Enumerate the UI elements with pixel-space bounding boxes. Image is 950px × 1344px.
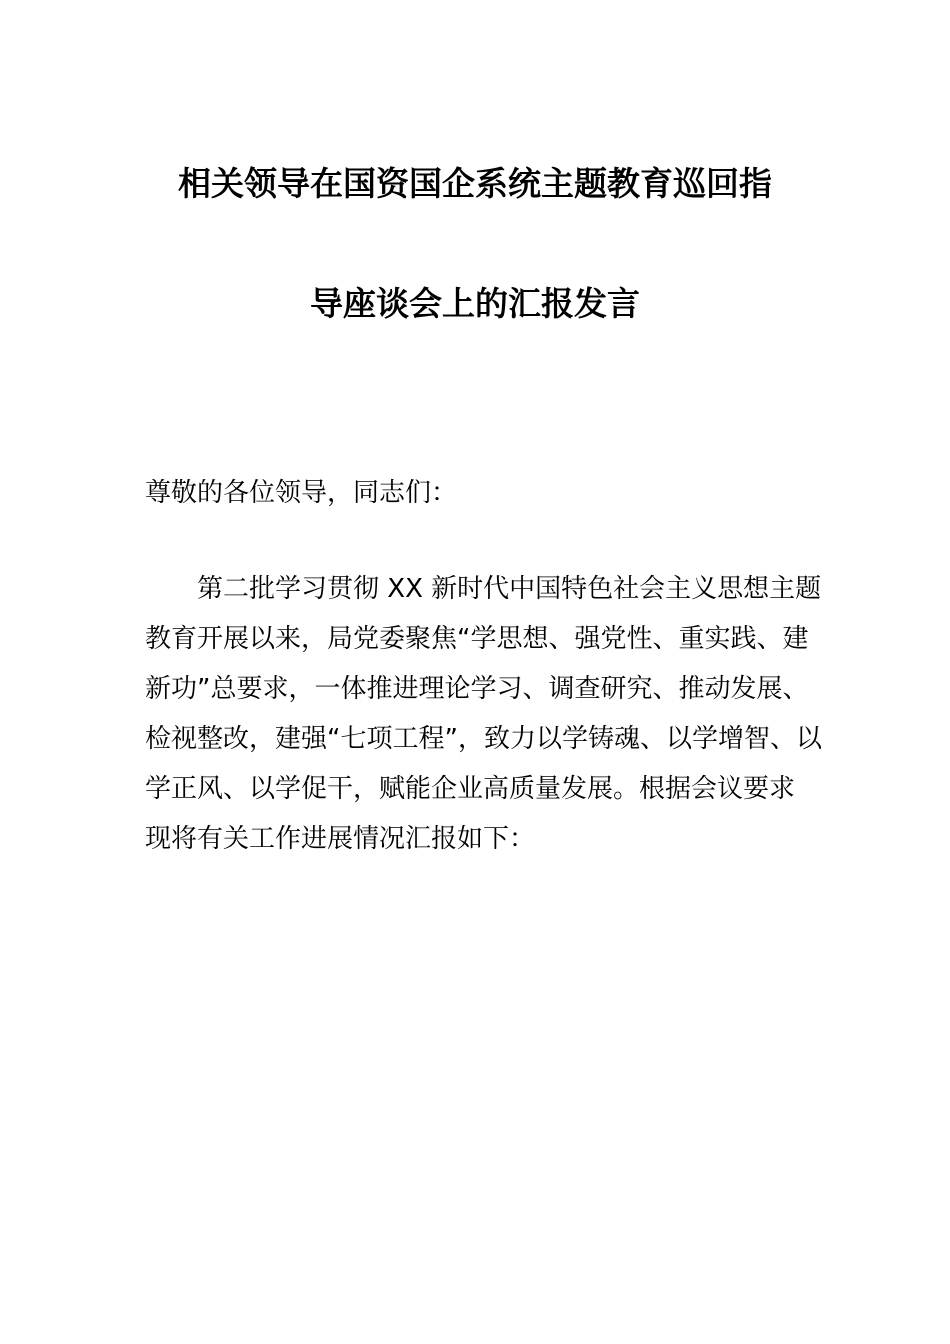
paragraph-line: 教育开展以来，局党委聚焦“学思想、强党性、重实践、建 [145,624,809,654]
paragraph-line: 第二批学习贯彻 XX 新时代中国特色社会主义思想主题 [197,574,822,604]
paragraph-line: 学正风、以学促干，赋能企业高质量发展。根据会议要求 [145,774,796,804]
paragraph-line: 现将有关工作进展情况汇报如下： [145,824,536,854]
document-title-line-1: 相关领导在国资国企系统主题教育巡回指 [178,164,772,203]
document-title-line-2: 导座谈会上的汇报发言 [310,284,640,323]
salutation: 尊敬的各位领导，同志们： [145,478,458,508]
paragraph-line: 检视整改，建强“七项工程”，致力以学铸魂、以学增智、以 [145,724,822,754]
body-paragraph [145,564,822,864]
paragraph-line: 新功”总要求，一体推进理论学习、调查研究、推动发展、 [145,674,809,704]
